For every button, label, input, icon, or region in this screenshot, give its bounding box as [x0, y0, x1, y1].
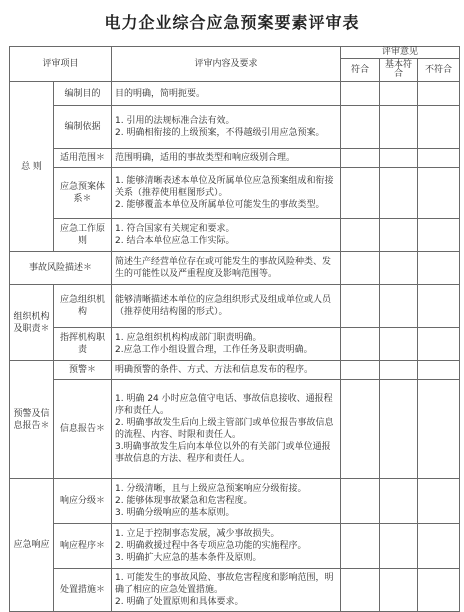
conform-cell[interactable] [341, 524, 380, 569]
table-row [10, 106, 460, 149]
not-conform-cell[interactable] [418, 285, 460, 328]
basic-conform-cell[interactable] [380, 361, 418, 380]
row-content: 目的明确，简明扼要。 [112, 82, 341, 106]
basic-conform-cell[interactable] [380, 285, 418, 328]
basic-conform-cell[interactable] [380, 380, 418, 479]
not-conform-cell[interactable] [418, 569, 460, 612]
row-label: 指挥机构职责 [54, 328, 112, 361]
not-conform-cell[interactable] [418, 479, 460, 524]
table-row [10, 380, 460, 479]
table-row [10, 361, 460, 380]
not-conform-cell[interactable] [418, 361, 460, 380]
group-org: 组织机构及职责＊ [10, 285, 54, 361]
conform-cell[interactable] [341, 219, 380, 252]
basic-conform-cell[interactable] [380, 328, 418, 361]
basic-conform-cell[interactable] [380, 168, 418, 219]
row-label: 事故风险描述＊ [10, 252, 112, 285]
not-conform-cell[interactable] [418, 219, 460, 252]
table-row [10, 479, 460, 524]
row-content: 1. 明确 24 小时应急值守电话、事故信息接收、通报程序和责任人。 2. 明确事故发生后向上级主管部门或单位报告事故信息的流程、内容、时限和责任人。 3.明确事故发生后向本单位以外的有关部门或单位通报事故信息的方法、程序和责任人。 [112, 380, 341, 479]
row-content: 简述生产经营单位存在或可能发生的事故风险种类、发生的可能性以及严重程度及影响范围等。 [112, 252, 341, 285]
not-conform-cell[interactable] [418, 106, 460, 149]
table-row [10, 149, 460, 168]
row-content: 1. 立足于控制事态发展，减少事故损失。 2. 明确救援过程中各专项应急功能的实施程序。 3. 明确扩大应急的基本条件及原则。 [112, 524, 341, 569]
table-row [10, 168, 460, 219]
row-label: 响应程序＊ [54, 524, 112, 569]
conform-cell[interactable] [341, 285, 380, 328]
conform-cell[interactable] [341, 106, 380, 149]
conform-cell[interactable] [341, 569, 380, 612]
header-basic-conform: 基本符合 [380, 59, 418, 82]
basic-conform-cell[interactable] [380, 219, 418, 252]
row-label: 信息报告＊ [54, 380, 112, 479]
row-label: 应急组织机构 [54, 285, 112, 328]
basic-conform-cell[interactable] [380, 149, 418, 168]
row-label: 应急工作原则 [54, 219, 112, 252]
not-conform-cell[interactable] [418, 380, 460, 479]
review-table [9, 46, 460, 612]
row-label: 适用范围＊ [54, 149, 112, 168]
conform-cell[interactable] [341, 252, 380, 285]
row-content: 1. 引用的法规标准合法有效。 2. 明确相衔接的上级预案，不得越级引用应急预案。 [112, 106, 341, 149]
table-row [10, 285, 460, 328]
row-label: 处置措施＊ [54, 569, 112, 612]
page-title: 电力企业综合应急预案要素评审表 [104, 13, 360, 32]
basic-conform-cell[interactable] [380, 252, 418, 285]
group-general: 总 则 [10, 82, 54, 252]
row-content: 1. 可能发生的事故风险、事故危害程度和影响范围，明确了相应的应急处置措施。 2. 明确了处置原则和具体要求。 [112, 569, 341, 612]
row-content: 范围明确，适用的事故类型和响应级别合理。 [112, 149, 341, 168]
not-conform-cell[interactable] [418, 149, 460, 168]
header-not-conform: 不符合 [418, 59, 460, 82]
basic-conform-cell[interactable] [380, 82, 418, 106]
table-row [10, 219, 460, 252]
row-label: 响应分级＊ [54, 479, 112, 524]
conform-cell[interactable] [341, 82, 380, 106]
not-conform-cell[interactable] [418, 252, 460, 285]
row-label: 编制依据 [54, 106, 112, 149]
not-conform-cell[interactable] [418, 82, 460, 106]
row-content: 1. 能够清晰表述本单位及所属单位应急预案组成和衔接关系（推荐使用框图形式）。 2. 能够覆盖本单位及所属单位可能发生的事故类型。 [112, 168, 341, 219]
table-row [10, 82, 460, 106]
header-item: 评审项目 [10, 47, 112, 82]
row-label: 应急预案体系＊ [54, 168, 112, 219]
row-content: 1. 分级清晰，且与上级应急预案响应分级衔接。 2. 能够体现事故紧急和危害程度。 3. 明确分级响应的基本原则。 [112, 479, 341, 524]
not-conform-cell[interactable] [418, 524, 460, 569]
conform-cell[interactable] [341, 361, 380, 380]
table-row [10, 569, 460, 612]
row-label: 编制目的 [54, 82, 112, 106]
table-row [10, 252, 460, 285]
not-conform-cell[interactable] [418, 328, 460, 361]
header-content: 评审内容及要求 [112, 47, 341, 82]
group-warning: 预警及信息报告＊ [10, 361, 54, 479]
header-conform: 符合 [341, 59, 380, 82]
table-row [10, 328, 460, 361]
basic-conform-cell[interactable] [380, 569, 418, 612]
header-row [10, 47, 460, 59]
conform-cell[interactable] [341, 328, 380, 361]
row-content: 1. 符合国家有关规定和要求。 2. 结合本单位应急工作实际。 [112, 219, 341, 252]
row-content: 能够清晰描述本单位的应急组织形式及组成单位或人员（推荐使用结构图的形式）。 [112, 285, 341, 328]
group-response: 应急响应 [10, 479, 54, 612]
conform-cell[interactable] [341, 479, 380, 524]
basic-conform-cell[interactable] [380, 106, 418, 149]
conform-cell[interactable] [341, 380, 380, 479]
not-conform-cell[interactable] [418, 168, 460, 219]
conform-cell[interactable] [341, 168, 380, 219]
row-label: 预警＊ [54, 361, 112, 380]
header-opinion: 评审意见 [341, 47, 460, 59]
basic-conform-cell[interactable] [380, 524, 418, 569]
row-content: 1. 应急组织机构构成部门职责明确。 2.应急工作小组设置合理，工作任务及职责明确。 [112, 328, 341, 361]
table-row [10, 524, 460, 569]
basic-conform-cell[interactable] [380, 479, 418, 524]
conform-cell[interactable] [341, 149, 380, 168]
row-content: 明确预警的条件、方式、方法和信息发布的程序。 [112, 361, 341, 380]
